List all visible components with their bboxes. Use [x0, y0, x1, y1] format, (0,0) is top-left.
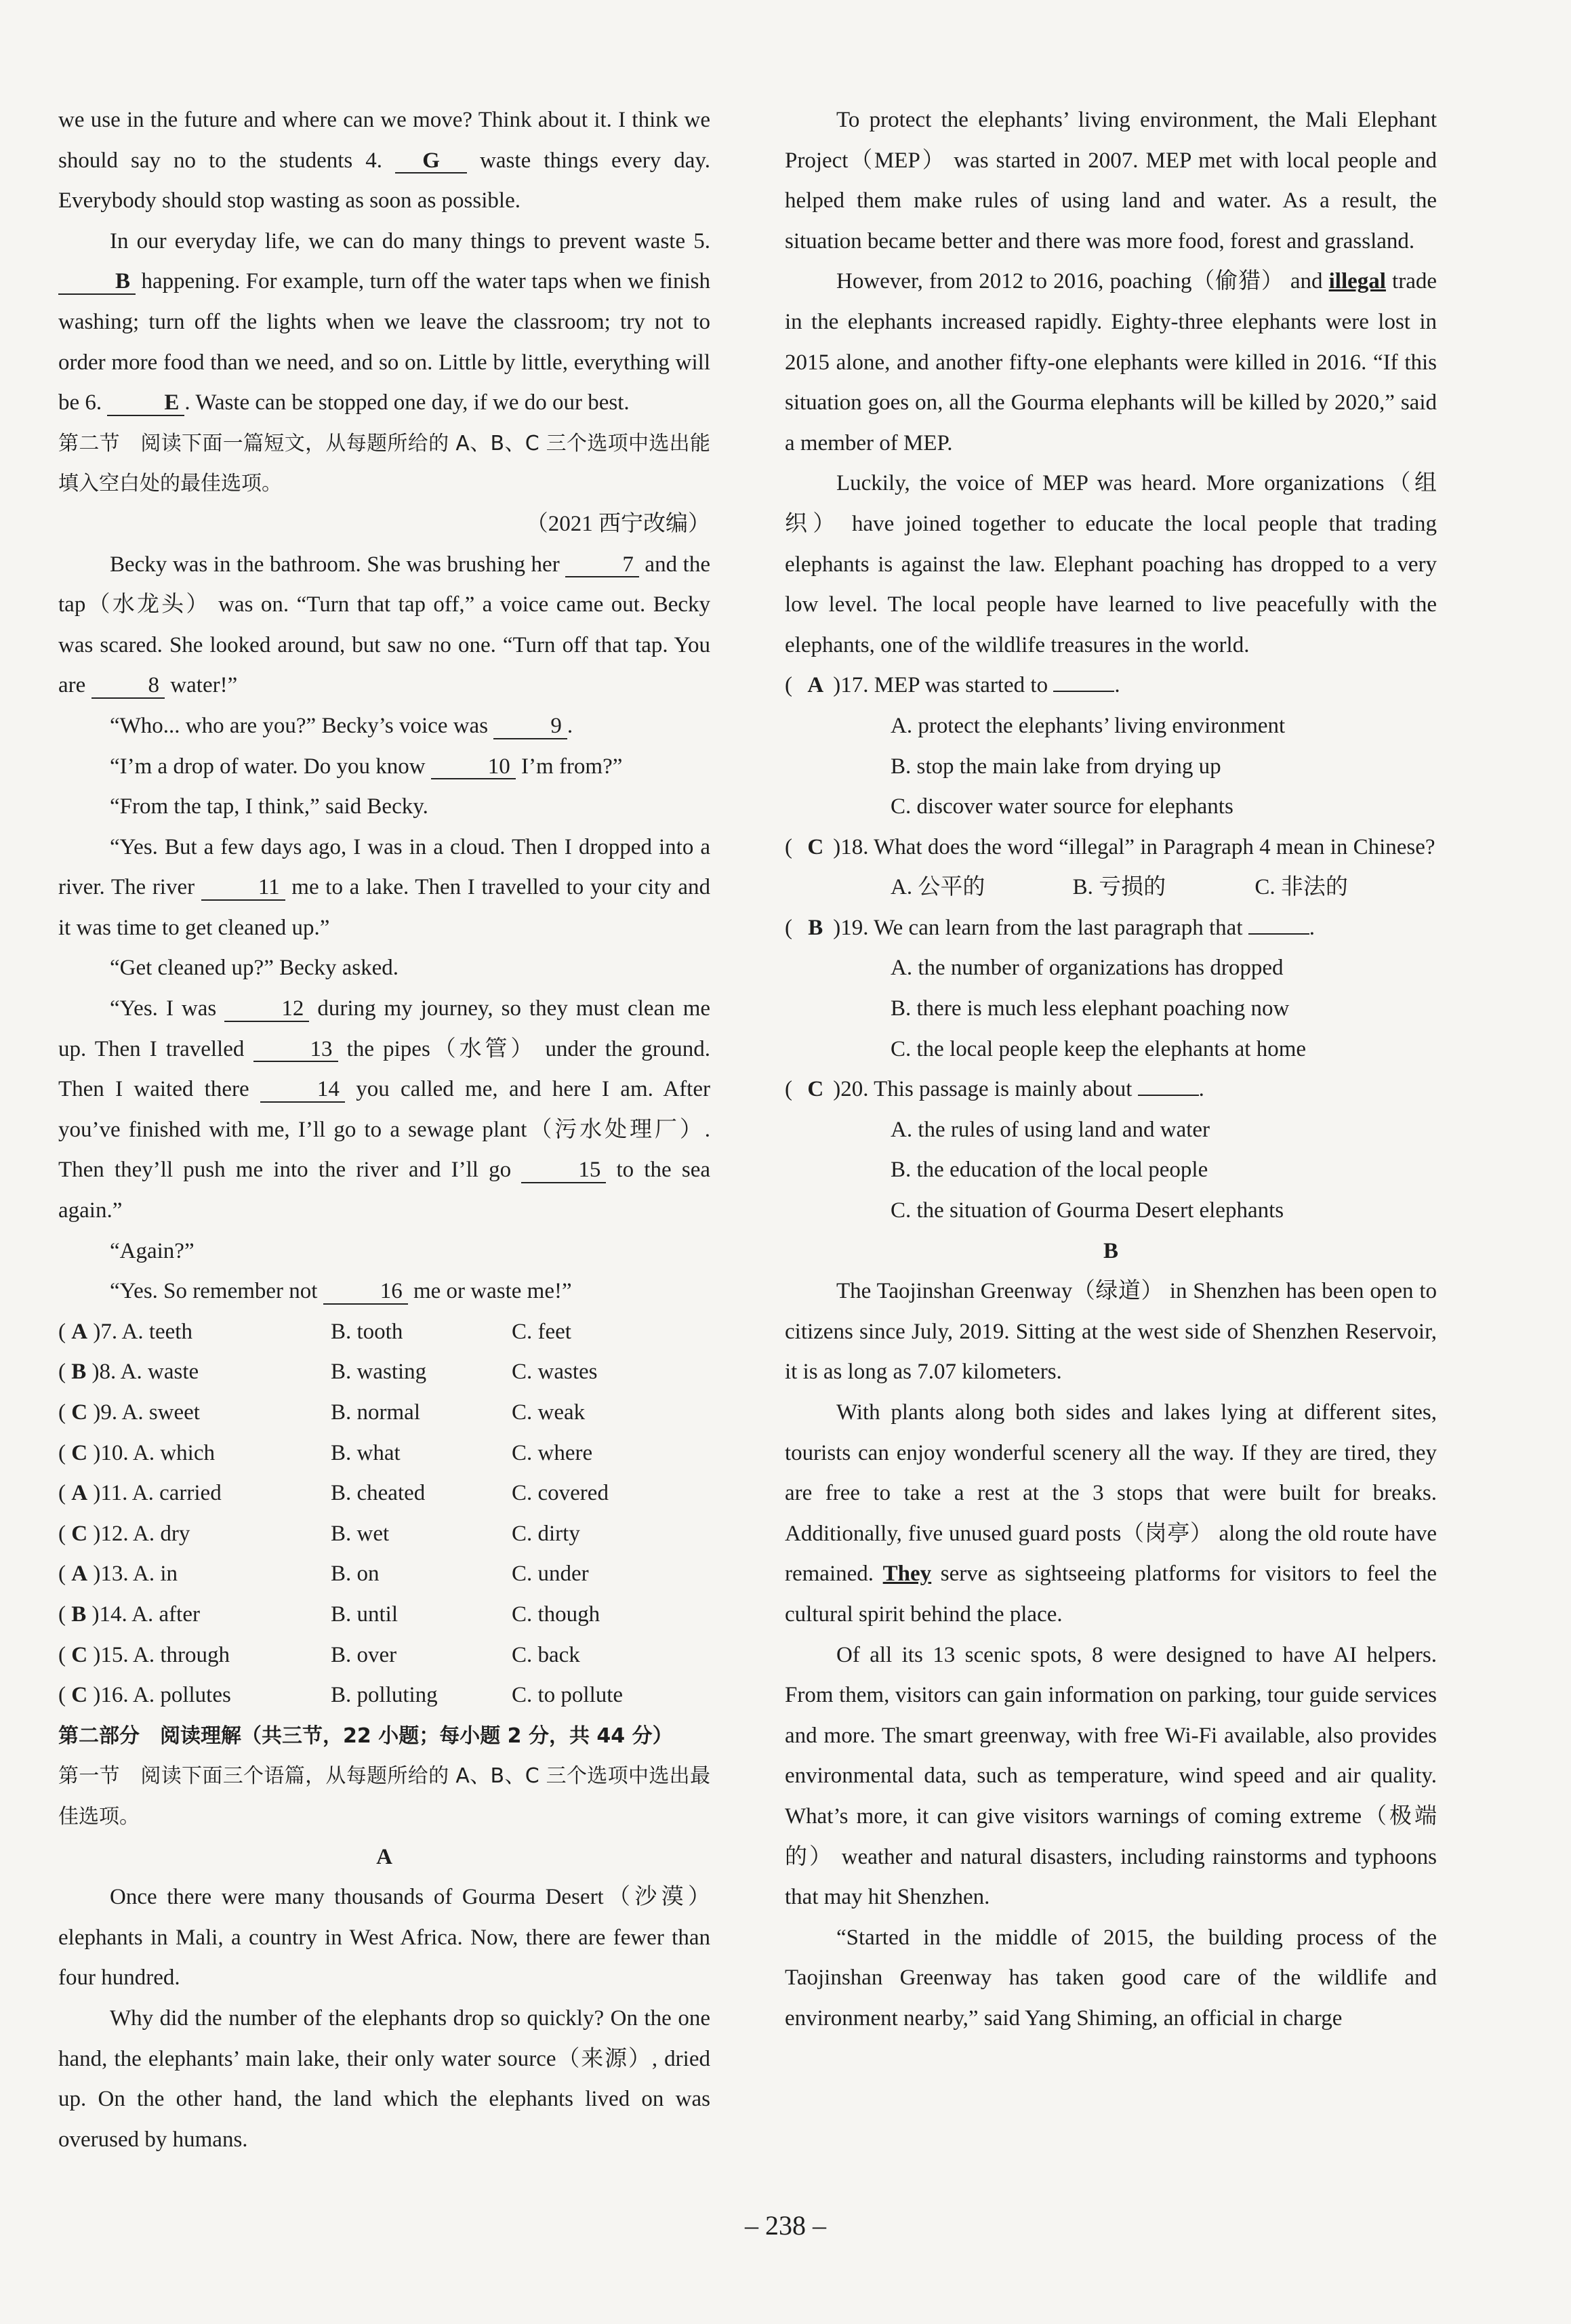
choice-row: ( C )16. A. pollutes B. polluting C. to pollute — [58, 1683, 624, 1708]
question-20: ( C )20. This passage is mainly about . A. the rules of using land and water B. the education of the local people C. the situation of Gourma Desert elephants — [785, 1069, 1437, 1231]
choice-row: ( A )13. A. in B. on C. under — [58, 1562, 589, 1587]
paragraph: However, from 2012 to 2016, poaching（偷猎） and illegal trade in the elephants increased rapidly. Eighty-three elephants were lost in 2015 alone, and another fifty-one elephants were killed in 2016. “If this situation goes on, all the Gourma elephants will be killed by 2020,” said a member of MEP. — [785, 269, 1437, 455]
blank-15: 15 — [521, 1158, 606, 1183]
option: A. 公平的 — [891, 875, 985, 900]
question-17: ( A )17. MEP was started to . A. protect the elephants’ living environment B. stop the main lake from drying up C. discover water source for elephants — [785, 666, 1437, 827]
section-title: 第二节 阅读下面一篇短文，从每题所给的 A、B、C 三个选项中选出能填入空白处的最佳选项。 — [58, 431, 710, 496]
option: A. the rules of using land and water — [891, 1117, 1210, 1142]
story-paragraph: “Again?” — [110, 1238, 195, 1263]
story-paragraph: Becky was in the bathroom. She was brushing her 7 and the tap（水龙头） was on. “Turn that tap off,” a voice came out. Becky was scared. She looked around, but saw no one. “Turn off that tap. You are 8 water!” — [58, 552, 710, 698]
story-paragraph: “Yes. So remember not 16 me or waste me!” — [110, 1279, 572, 1304]
story-paragraph: “I’m a drop of water. Do you know 10 I’m from?” — [110, 754, 623, 779]
page-number: – 238 – — [745, 2210, 826, 2241]
left-column — [58, 100, 710, 2160]
option: A. protect the elephants’ living environment — [891, 713, 1286, 738]
paragraph: In our everyday life, we can do many things to prevent waste 5. B happening. For example, turn off the water taps when we finish washing; turn off the lights when we leave the classroom; try not to order more food than we need, and so on. Little by little, everything will be 6. E . Waste can be stopped one day, if we do our best. — [58, 228, 710, 415]
choice-row: ( B )8. A. waste B. wasting C. wastes — [58, 1360, 598, 1385]
blank-13: 13 — [253, 1038, 338, 1063]
answer-blank-4: G — [395, 149, 467, 174]
paragraph: With plants along both sides and lakes lying at different sites, tourists can enjoy wonderful scenery all the way. If they are tired, they are free to take a rest at the 3 stops that were built for breaks. Additionally, five unused guard posts（岗亭） along the old route have remained. They serve as sightseeing platforms for visitors to feel the cultural spirit behind the place. — [785, 1400, 1437, 1627]
blank-14: 14 — [260, 1078, 345, 1103]
option: C. discover water source for elephants — [891, 794, 1233, 819]
paragraph: “Started in the middle of 2015, the building process of the Taojinshan Greenway has taken good care of the wildlife and environment nearby,” said Yang Shiming, an official in charge — [785, 1925, 1437, 2031]
part-title: 第二部分 阅读理解（共三节，22 小题；每小题 2 分，共 44 分） — [58, 1724, 673, 1748]
passage-heading-b: B — [1103, 1238, 1118, 1263]
option: C. the situation of Gourma Desert elephants — [891, 1198, 1284, 1223]
right-column — [785, 100, 1437, 2039]
story-paragraph: “Get cleaned up?” Becky asked. — [110, 956, 399, 981]
section-title: 第一节 阅读下面三个语篇，从每题所给的 A、B、C 三个选项中选出最佳选项。 — [58, 1764, 710, 1829]
blank-9: 9 — [493, 714, 567, 739]
choice-row: ( C )15. A. through B. over C. back — [58, 1642, 580, 1667]
option: C. the local people keep the elephants at home — [891, 1036, 1307, 1061]
story-paragraph: “Yes. I was 12 during my journey, so they must clean me up. Then I travelled 13 the pipes（水管） under the ground. Then I waited there 14 you called me, and here I am. After you’ve finished with me, I’ll go to a sewage plant（污水处理厂）. Then they’ll push me into the river and I’ll go 15 to the sea again.” — [58, 996, 711, 1223]
option: C. 非法的 — [1254, 875, 1348, 900]
paragraph: Of all its 13 scenic spots, 8 were designed to have AI helpers. From them, visitors can gain information on parking, tour guide services and more. The smart greenway, with free Wi-Fi available, also provides environmental data, such as temperature, wind speed and air quality. What’s more, it can give visitors warnings of coming extreme（极端的） weather and natural disasters, including rainstorms and typhoons that may hit Shenzhen. — [785, 1642, 1437, 1910]
option: B. 亏损的 — [1072, 875, 1166, 900]
blank-10: 10 — [431, 755, 516, 780]
choice-row: ( C )12. A. dry B. wet C. dirty — [58, 1521, 580, 1546]
question-19: ( B )19. We can learn from the last paragraph that . A. the number of organizations has dropped B. there is much less elephant poaching now C. the local people keep the elephants at home — [785, 908, 1437, 1069]
question-blank — [1248, 933, 1309, 935]
choice-list — [58, 1312, 710, 1716]
choice-row: ( C )9. A. sweet B. normal C. weak — [58, 1400, 586, 1425]
blank-8: 8 — [91, 674, 165, 699]
highlighted-word: illegal — [1328, 269, 1386, 294]
choice-row: ( A )7. A. teeth B. tooth C. feet — [58, 1319, 571, 1344]
question-blank — [1053, 691, 1114, 692]
blank-16: 16 — [323, 1280, 408, 1305]
story-paragraph: “From the tap, I think,” said Becky. — [110, 794, 428, 819]
paragraph: The Taojinshan Greenway（绿道） in Shenzhen has been open to citizens since July, 2019. Sitting at the west side of Shenzhen Reservoir, it is as long as 7.07 kilometers. — [785, 1279, 1437, 1385]
source-note: （2021 西宁改编） — [525, 511, 710, 536]
option: B. stop the main lake from drying up — [891, 754, 1221, 779]
paragraph: Why did the number of the elephants drop so quickly? On the one hand, the elephants’ main lake, their only water source（来源）, dried up. On the other hand, the land which the elephants lived on was overused by humans. — [58, 2005, 710, 2152]
paragraph: Once there were many thousands of Gourma Desert（沙漠） elephants in Mali, a country in West Africa. Now, there are fewer than four hundred. — [58, 1885, 710, 1991]
story-paragraph: “Yes. But a few days ago, I was in a cloud. Then I dropped into a river. The river 11 me to a lake. Then I travelled to your city and it was time to get cleaned up.” — [58, 834, 710, 940]
choice-row: ( C )10. A. which B. what C. where — [58, 1440, 593, 1465]
choice-row: ( A )11. A. carried B. cheated C. covered — [58, 1481, 609, 1506]
answer-blank-5: B — [58, 270, 136, 295]
answer-blank-6: E — [107, 391, 184, 416]
question-blank — [1138, 1095, 1199, 1096]
passage-heading-a: A — [376, 1844, 392, 1869]
option: B. the education of the local people — [891, 1158, 1208, 1183]
option: B. there is much less elephant poaching now — [891, 996, 1290, 1021]
choice-row: ( B )14. A. after B. until C. though — [58, 1602, 600, 1627]
blank-12: 12 — [224, 997, 309, 1022]
blank-11: 11 — [201, 876, 285, 901]
paragraph: To protect the elephants’ living environment, the Mali Elephant Project（MEP） was started in 2007. MEP met with local people and helped them make rules of using land and water. As a result, the situation became better and there was more food, forest and grassland. — [785, 108, 1437, 253]
paragraph: Luckily, the voice of MEP was heard. More organizations（组织） have joined together to educate the local people that trading elephants is against the law. Elephant poaching has dropped to a very low level. The local people have learned to live peacefully with the elephants, one of the wildlife treasures in the world. — [785, 471, 1437, 657]
highlighted-word: They — [882, 1562, 932, 1587]
option: A. the number of organizations has dropped — [891, 956, 1284, 981]
blank-7: 7 — [565, 553, 639, 578]
paragraph: we use in the future and where can we move? Think about it. I think we should say no to the students 4. G waste things every day. Everybody should stop wasting as soon as possible. — [58, 108, 711, 213]
question-18: ( C )18. What does the word “illegal” in Paragraph 4 mean in Chinese? A. 公平的 B. 亏损的 C. 非法的 — [785, 828, 1437, 908]
story-paragraph: “Who... who are you?” Becky’s voice was 9 . — [110, 713, 573, 738]
